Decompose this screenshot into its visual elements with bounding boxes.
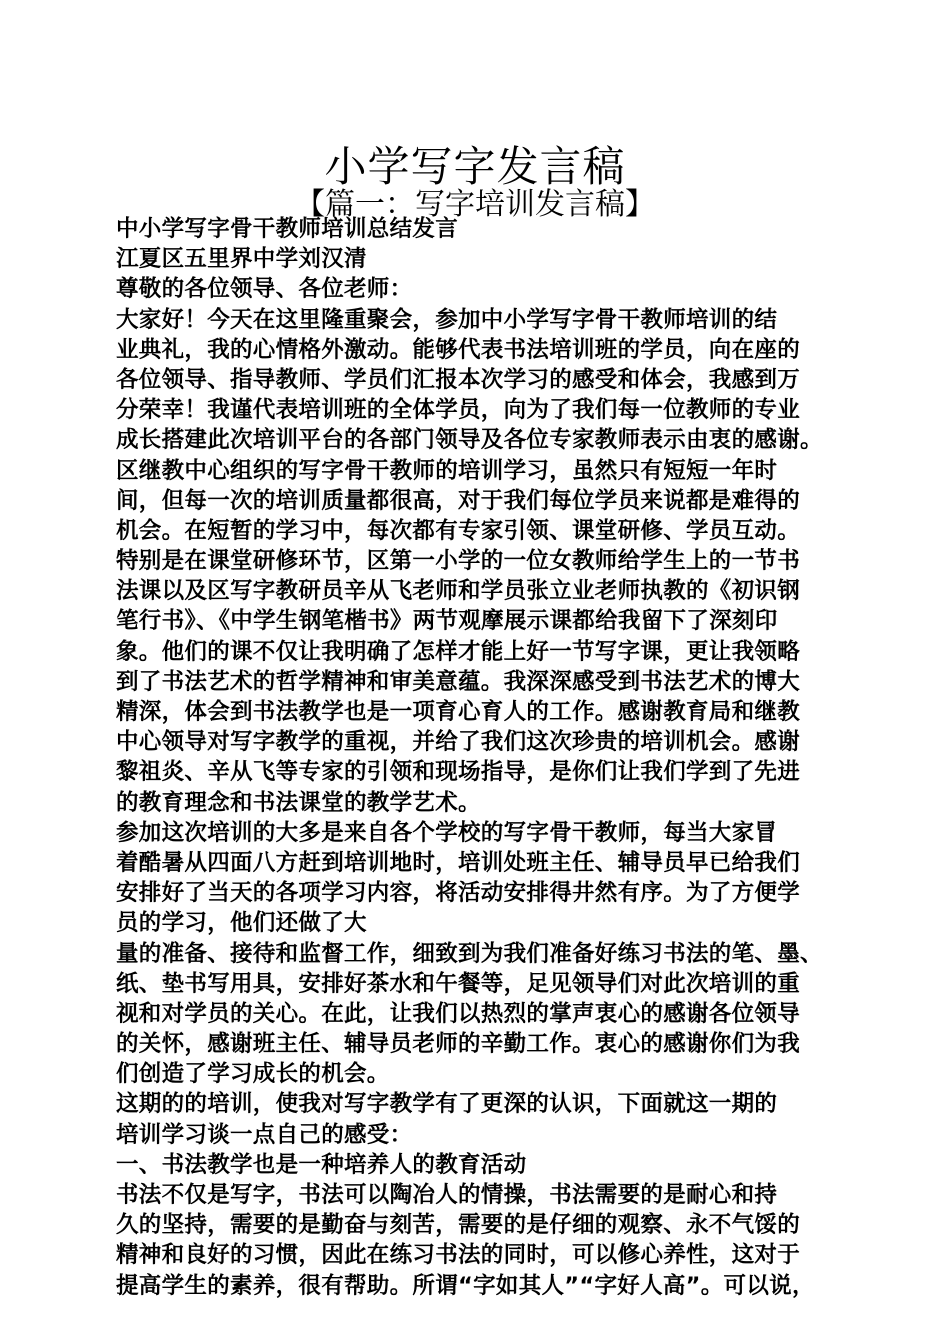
body-text-line: 久的坚持，需要的是勤奋与刻苦，需要的是仔细的观察、永不气馁的 (116, 1212, 801, 1239)
body-text-line: 黎祖炎、辛从飞等专家的引领和现场指导，是你们让我们学到了先进 (116, 759, 801, 786)
body-text-line: 纸、垫书写用具，安排好茶水和午餐等，足见领导们对此次培训的重 (116, 970, 801, 997)
body-text-line: 们创造了学习成长的机会。 (116, 1061, 390, 1088)
body-text-line: 业典礼，我的心情格外激动。能够代表书法培训班的学员，向在座的 (116, 336, 801, 363)
body-text-line: 中心领导对写字教学的重视，并给了我们这次珍贵的培训机会。感谢 (116, 729, 801, 756)
body-text-line: 这期的的培训，使我对写字教学有了更深的认识，下面就这一期的 (116, 1091, 778, 1118)
body-text-line: 中小学写字骨干教师培训总结发言 (116, 216, 459, 242)
document-body (116, 214, 856, 1301)
body-text-line: 的教育理念和书法课堂的教学艺术。 (116, 789, 481, 816)
body-text-line: 间，但每一次的培训质量都很高，对于我们每位学员来说都是难得的 (116, 487, 801, 514)
body-text-line: 书法不仅是写字，书法可以陶冶人的情操，书法需要的是耐心和持 (116, 1182, 778, 1208)
body-text-line: 精深，体会到书法教学也是一项育心育人的工作。感谢教育局和继教 (116, 699, 801, 725)
body-text-line: 员的学习，他们还做了大 (116, 910, 367, 937)
body-text-line: 尊敬的各位领导、各位老师： (116, 276, 413, 303)
body-text-line: 各位领导、指导教师、学员们汇报本次学习的感受和体会，我感到万 (116, 366, 801, 393)
body-text-line: 江夏区五里界中学刘汉清 (116, 246, 367, 273)
body-text-line: 大家好！今天在这里隆重聚会，参加中小学写字骨干教师培训的结 (116, 306, 778, 333)
body-text-line: 精神和良好的习惯，因此在练习书法的同时，可以修心养性，这对于 (116, 1242, 801, 1269)
body-text-line: 到了书法艺术的哲学精神和审美意蕴。我深深感受到书法艺术的博大 (116, 668, 801, 695)
body-text-line: 笔行书》、《中学生钢笔楷书》两节观摩展示课都给我留下了深刻印 (116, 608, 778, 635)
body-text-line: 培训学习谈一点自己的感受： (116, 1121, 413, 1148)
body-text-line: 参加这次培训的大多是来自各个学校的写字骨干教师，每当大家冒 (116, 819, 778, 846)
body-text-line: 的关怀，感谢班主任、辅导员老师的辛勤工作。衷心的感谢你们为我 (116, 1031, 801, 1058)
body-text-line: 成长搭建此次培训平台的各部门领导及各位专家教师表示由衷的感谢。 (116, 427, 823, 454)
body-text-line: 提高学生的素养，很有帮助。所谓“字如其人”“字好人高”。可以说， (116, 1272, 815, 1299)
body-text-line: 分荣幸！我谨代表培训班的全体学员，向为了我们每一位教师的专业 (116, 397, 801, 424)
body-text-line: 一、书法教学也是一种培养人的教育活动 (116, 1151, 527, 1178)
body-text-line: 量的准备、接待和监督工作，细致到为我们准备好练习书法的笔、墨、 (116, 940, 823, 967)
body-text-line: 区继教中心组织的写字骨干教师的培训学习，虽然只有短短一年时 (116, 457, 778, 484)
body-text-line: 象。他们的课不仅让我明确了怎样才能上好一节写字课，更让我领略 (116, 638, 801, 665)
body-text-line: 视和对学员的关心。在此，让我们以热烈的掌声衷心的感谢各位领导 (116, 1000, 801, 1027)
body-text-line: 安排好了当天的各项学习内容，将活动安排得井然有序。为了方便学 (116, 880, 801, 907)
body-text-line: 法课以及区写字教研员辛从飞老师和学员张立业老师执教的《初识钢 (116, 578, 801, 605)
document-title: 小学写字发言稿 (324, 142, 626, 192)
body-text-line: 机会。在短暂的学习中，每次都有专家引领、课堂研修、学员互动。 (116, 517, 801, 544)
document-subtitle: 【篇一：写字培训发言稿】 (295, 186, 655, 222)
body-text-line: 特别是在课堂研修环节，区第一小学的一位女教师给学生上的一节书 (116, 548, 801, 575)
body-text-line: 着酷暑从四面八方赶到培训地时，培训处班主任、辅导员早已给我们 (116, 849, 801, 876)
